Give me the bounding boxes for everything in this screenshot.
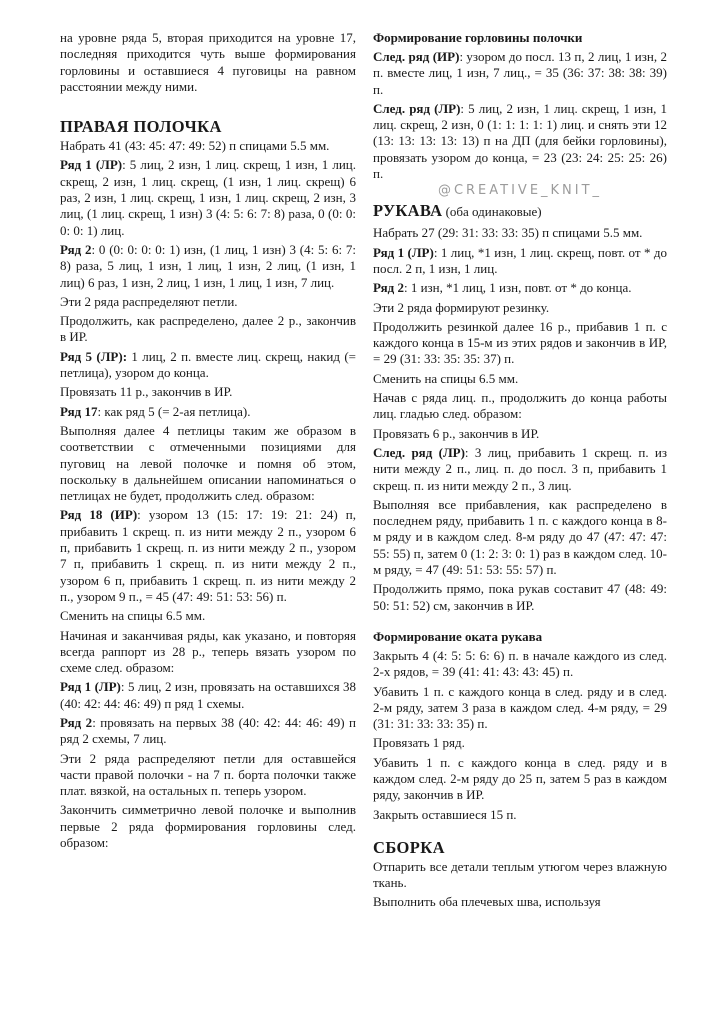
row-label: Ряд 18 (ИР) bbox=[60, 507, 138, 523]
intro-paragraph: на уровне ряда 5, вторая приходится на уровне 17, последняя приходится чуть выше формирования горловины и оставшиеся 4 пуговицы на равном расстоянии между ними. bbox=[60, 30, 356, 94]
row-text: : 5 лиц, 2 изн, 1 лиц. скрещ, 1 изн, 1 лиц. скрещ, 2 изн, 1 лиц. скрещ, (1 изн, 1 лиц. скрещ) 6 раз, 2 изн, 1 лиц. скрещ, 1 изн, 1 лиц. скрещ, 2 изн, 3 лиц, (1 лиц. скрещ, 1 изн) 3 (4: 5: 6: 7: 8) раза, 0 (0: 0: 0: 0: 1) лиц. bbox=[60, 157, 357, 238]
row-text: : 5 лиц, 2 изн, провязать на оставшихся 38 (40: 42: 44: 46: 49) п ряд 1 схемы. bbox=[60, 679, 356, 711]
finish-paragraph: Закончить симметрично левой полочке и выполнив первые 2 ряда формирования горловины след. образом: bbox=[60, 802, 356, 851]
sleeves-heading bbox=[373, 201, 667, 221]
row-text: : провязать на первых 38 (40: 42: 44: 46: 49) п ряд 2 схемы, 7 лиц. bbox=[60, 714, 356, 747]
sleeves-title: РУКАВА bbox=[373, 201, 443, 221]
row-text: : 3 лиц, прибавить 1 скрещ. п. из нити между 2 п., лиц. п. до посл. 3 п, прибавить 1 скрещ. п. из нити между 2 п., 3 лиц. bbox=[373, 444, 667, 493]
sleeve-change-paragraph: Сменить на спицы 6.5 мм. bbox=[373, 370, 519, 386]
row-text: : узором 13 (15: 17: 19: 21: 24) п, прибавить 1 скрещ. п. из нити между 2 п., узором 6 п, прибавить 1 скрещ. п. из нити между 2 п., узором 7 п, прибавить 1 скрещ. п. из нити между 2 п., узором 6 п, прибавить 1 скрещ. п. из нити между 2 п., узором 9 п., = 45 (47: 49: 51: 53: 56) п. bbox=[60, 507, 356, 604]
row-label: Ряд 2 bbox=[60, 714, 93, 730]
buttonholes-paragraph: Выполняя далее 4 петлицы таким же образом в соответствии с отмеченными позициями для пуговиц на левой полочке и помня об этом, поскольку в дальнейшем описании напоминаться о петлицах не будет, продолжить след. образом: bbox=[60, 422, 356, 504]
row18-paragraph bbox=[60, 507, 356, 605]
sleeve-increases-paragraph: Выполняя все прибавления, как распределено в последнем ряду, прибавить 1 п. с каждого конца в 8-м ряду и в каждом след. 8-м ряду до 47 (47: 47: 47: 55: 55) п, затем 0 (1: 2: 3: 0: 1) раз в каждом след. 10-м ряду, = 47 (49: 51: 53: 55: 57) п. bbox=[373, 496, 667, 578]
row-text: : 5 лиц, 2 изн, 1 лиц. скрещ, 1 изн, 1 лиц. скрещ, 2 изн, 0 (1: 1: 1: 1: 1) лиц. и снять эти 12 (13: 13: 13: 13: 13) п на ДП (для бейки горловины), провязать узором до конца, = 23 (23: 24: 25: 25: 26) п. bbox=[373, 100, 667, 182]
row-label: Ряд 2 bbox=[373, 280, 404, 296]
sleeve-row2-paragraph bbox=[373, 280, 667, 296]
row1b-paragraph bbox=[60, 679, 356, 712]
sleeve-continue-paragraph: Продолжить резинкой далее 16 р., прибавив 1 п. с каждого конца в 15-м из этих рядов и закончив в ИР, = 29 (31: 33: 35: 35: 37) п. bbox=[373, 318, 667, 367]
right-column bbox=[373, 30, 667, 914]
cap-close15-paragraph: Закрыть оставшиеся 15 п. bbox=[373, 806, 517, 822]
cast-on-paragraph: Набрать 41 (43: 45: 47: 49: 52) п спицами 5.5 мм. bbox=[60, 138, 330, 154]
row2b-paragraph bbox=[60, 715, 356, 748]
cap-shaping-title: Формирование оката рукава bbox=[373, 628, 543, 644]
row-label: Ряд 1 (ЛР) bbox=[60, 679, 121, 695]
distribute2-paragraph: Эти 2 ряда распределяют петли для оставшейся части правой полочки - на 7 п. борта полочки также плат. вязкой, на остальных п. теперь узором. bbox=[60, 750, 356, 799]
neck-shaping-title: Формирование горловины полочки bbox=[373, 30, 583, 45]
row-label: Ряд 2 bbox=[60, 241, 92, 257]
watermark: @CREATIVE_KNIT_ bbox=[437, 183, 603, 199]
cap-dec1-paragraph: Убавить 1 п. с каждого конца в след. ряду и в след. 2-м ряду, затем 3 раза в каждом след. 4-м ряду, = 29 (31: 31: 33: 33: 35) п. bbox=[373, 683, 667, 732]
sleeve-start-paragraph: Начав с ряда лиц. п., продолжить до конца работы лиц. гладью след. образом: bbox=[373, 390, 667, 422]
row-label: Ряд 1 (ЛР) bbox=[373, 244, 434, 260]
sleeve-rib-paragraph: Эти 2 ряда формируют резинку. bbox=[373, 299, 550, 315]
row2-paragraph bbox=[60, 242, 356, 291]
assembly-seams-paragraph: Выполнить оба плечевых шва, используя bbox=[373, 894, 601, 910]
row1-paragraph bbox=[60, 157, 356, 238]
row-label: Ряд 5 (ЛР): bbox=[60, 348, 128, 364]
row-text: : 1 изн, *1 лиц, 1 изн, повт. от * до конца. bbox=[403, 280, 632, 296]
row-text: : 0 (0: 0: 0: 0: 1) изн, (1 лиц, 1 изн) 3 (4: 5: 6: 7: 8) раза, 5 лиц, 1 изн, 1 лиц, 1 изн, 2 лиц, (1 изн, 1 лиц) 6 раз, 1 изн, 2 лиц, 1 изн, 1 лиц, 1 изн, 7 лиц. bbox=[60, 241, 356, 290]
row5-paragraph bbox=[60, 349, 356, 382]
cap-close4-paragraph: Закрыть 4 (4: 5: 5: 6: 6) п. в начале каждого из след. 2-х рядов, = 39 (41: 41: 43: 43: 45) п. bbox=[373, 647, 667, 680]
row-text: : как ряд 5 (= 2-ая петлица). bbox=[97, 403, 251, 419]
row-label: Ряд 1 (ЛР) bbox=[60, 157, 123, 173]
sleeve-row1-paragraph bbox=[373, 245, 667, 278]
sleeve-knit6-paragraph: Провязать 6 р., закончив в ИР. bbox=[373, 425, 540, 441]
sleeve-straight-paragraph: Продолжить прямо, пока рукав составит 47 (48: 49: 50: 51: 52) см, закончив в ИР. bbox=[373, 581, 667, 613]
row-label: След. ряд (ЛР) bbox=[373, 100, 461, 116]
change-needles-paragraph: Сменить на спицы 6.5 мм. bbox=[60, 608, 206, 624]
row-text: 1 лиц, 2 п. вместе лиц. скрещ, накид (= петлица), узором до конца. bbox=[60, 348, 356, 381]
next-row-a-paragraph bbox=[373, 49, 667, 98]
row17-paragraph bbox=[60, 404, 356, 420]
distribute-paragraph: Эти 2 ряда распределяют петли. bbox=[60, 293, 238, 309]
assembly-press-paragraph: Отпарить все детали теплым утюгом через влажную ткань. bbox=[373, 858, 667, 891]
sleeve-cast-on-paragraph: Набрать 27 (29: 31: 33: 33: 35) п спицами 5.5 мм. bbox=[373, 225, 643, 241]
cap-knit1-paragraph: Провязать 1 ряд. bbox=[373, 735, 465, 751]
assembly-title: СБОРКА bbox=[373, 837, 445, 857]
sleeve-next-row-paragraph bbox=[373, 445, 667, 494]
knit11-paragraph: Провязать 11 р., закончив в ИР. bbox=[60, 384, 233, 400]
pattern-intro-paragraph: Начиная и заканчивая ряды, как указано, и повторяя всегда раппорт из 28 р., теперь вязать узором по схеме след. образом: bbox=[60, 627, 356, 676]
left-column bbox=[60, 30, 356, 854]
row-text: : узором до посл. 13 п, 2 лиц, 1 изн, 2 п. вместе лиц, 1 изн, 7 лиц., = 35 (36: 37: 38: 38: 39) п. bbox=[373, 49, 667, 97]
next-row-b-paragraph bbox=[373, 101, 667, 182]
row-label: Ряд 17 bbox=[60, 403, 98, 419]
row-text: : 1 лиц, *1 изн, 1 лиц. скрещ, повт. от * до посл. 2 п, 1 изн, 1 лиц. bbox=[373, 244, 668, 276]
cap-dec2-paragraph: Убавить 1 п. с каждого конца в след. ряду и в каждом след. 2-м ряду до 25 п, затем 5 раз в каждом ряду, закончив в ИР. bbox=[373, 754, 667, 803]
row-label: След. ряд (ЛР) bbox=[373, 444, 465, 460]
right-front-title: ПРАВАЯ ПОЛОЧКА bbox=[60, 117, 222, 137]
sleeves-subtitle: (оба одинаковые) bbox=[442, 204, 542, 220]
row-label: След. ряд (ИР) bbox=[373, 49, 460, 64]
continue-paragraph: Продолжить, как распределено, далее 2 р., закончив в ИР. bbox=[60, 313, 356, 345]
